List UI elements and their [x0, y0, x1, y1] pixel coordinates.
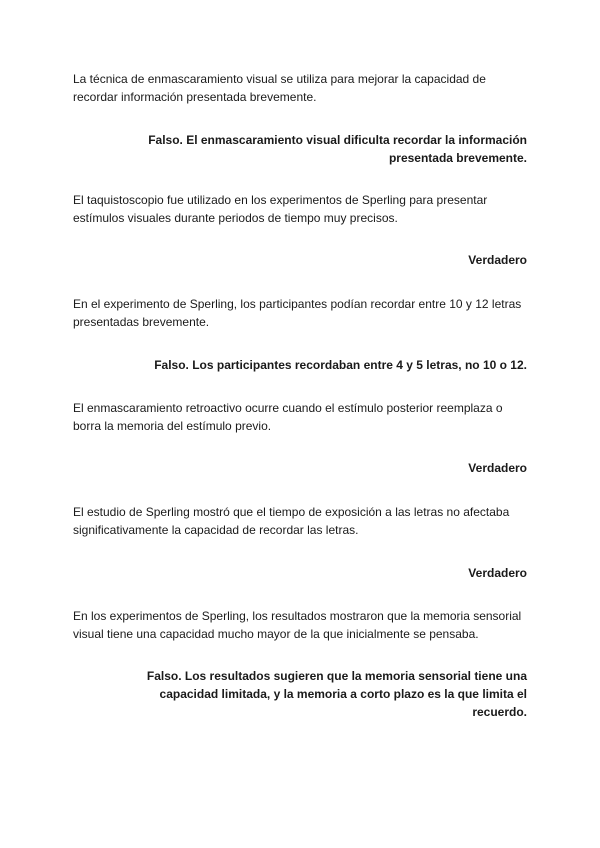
- statement-5: El estudio de Sperling mostró que el tiempo de exposición a las letras no afectaba significativamente la capacidad de recordar las letras.: [73, 505, 510, 537]
- statement-4: El enmascaramiento retroactivo ocurre cuando el estímulo posterior reemplaza o borra la memoria del estímulo previo.: [73, 401, 503, 433]
- answer-3: Falso. Los participantes recordaban entre 4 y 5 letras, no 10 o 12.: [154, 358, 527, 372]
- statement-3: En el experimento de Sperling, los participantes podían recordar entre 10 y 12 letras presentadas brevemente.: [73, 297, 522, 329]
- answer-5: Verdadero: [468, 566, 527, 580]
- answer-6: Falso. Los resultados sugieren que la memoria sensorial tiene una capacidad limitada, y la memoria a corto plazo es la que limita el recuerdo.: [146, 669, 527, 719]
- statement-2: El taquistoscopio fue utilizado en los experimentos de Sperling para presentar estímulos visuales durante periodos de tiempo muy precisos.: [73, 193, 488, 225]
- statement-1: La técnica de enmascaramiento visual se utiliza para mejorar la capacidad de recordar información presentada brevemente.: [73, 72, 486, 104]
- answer-4: Verdadero: [468, 461, 527, 475]
- statement-6: En los experimentos de Sperling, los resultados mostraron que la memoria sensorial visual tiene una capacidad mucho mayor de la que inicialmente se pensaba.: [73, 609, 522, 641]
- answer-1: Falso. El enmascaramiento visual dificulta recordar la información presentada brevemente.: [148, 133, 527, 165]
- answer-2: Verdadero: [468, 253, 527, 267]
